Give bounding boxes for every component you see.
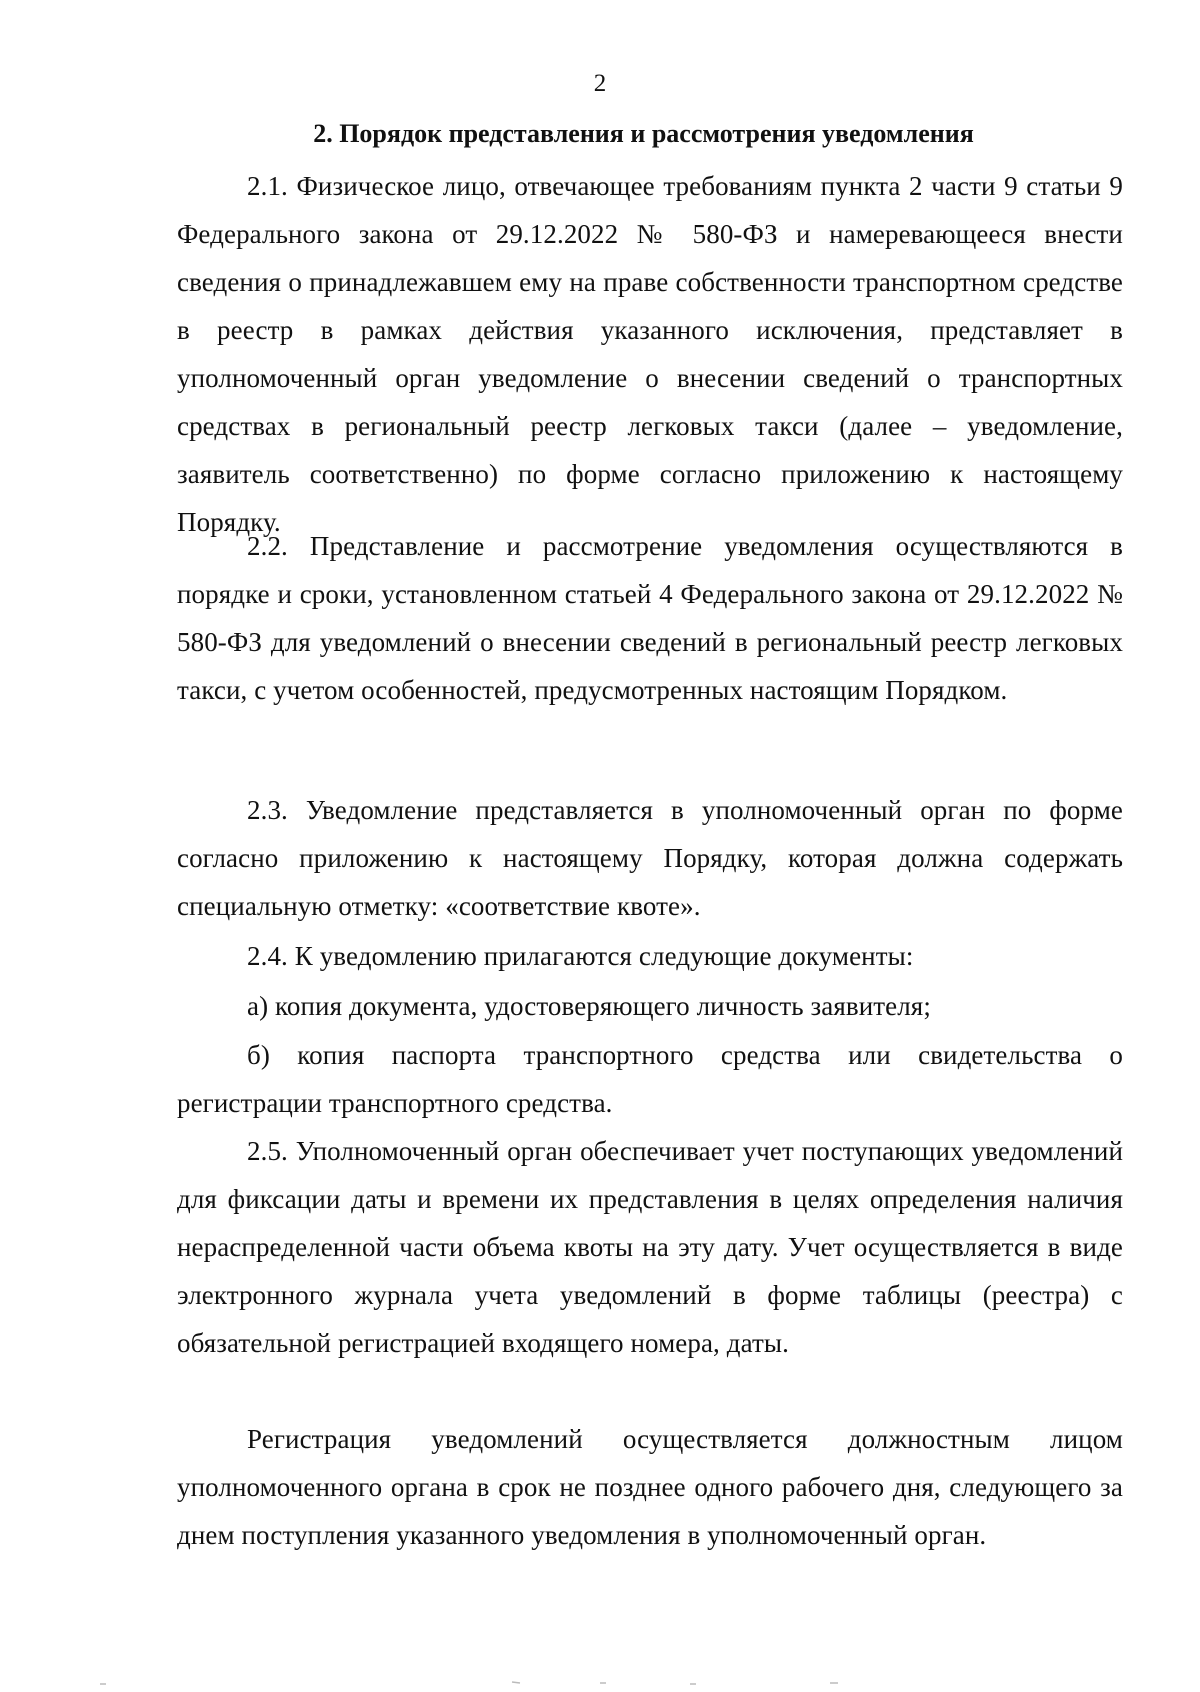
list-item-a: а) копия документа, удостоверяющего личность заявителя; (247, 991, 931, 1021)
paragraph-2-5: 2.5. Уполномоченный орган обеспечивает учет поступающих уведомлений для фиксации даты и времени их представления в целях определения наличия нераспределенной части объема квоты на эту дату. Учет осуществляется в виде электронного журнала учета уведомлений в форме таблицы (реестра) с обязательной регистрацией входящего номера, даты. (177, 1136, 1123, 1358)
paragraph-2-3: 2.3. Уведомление представляется в уполномоченный орган по форме согласно приложению к настоящему Порядку, которая должна содержать специальную отметку: «соответствие квоте». (177, 795, 1123, 921)
paragraph-2-2: 2.2. Представление и рассмотрение уведомления осуществляются в порядке и сроки, установленном статьей 4 Федерального закона от 29.12.2022 № 580-ФЗ для уведомлений о внесении сведений в региональный реестр легковых такси, с учетом особенностей, предусмотренных настоящим Порядком. (177, 531, 1123, 705)
paragraph-2-4: 2.4. К уведомлению прилагаются следующие документы: (247, 941, 914, 971)
scan-edge-artifacts (0, 1672, 1200, 1692)
list-item-b: б) копия паспорта транспортного средства или свидетельства о регистрации транспортного средства. (177, 1040, 1123, 1118)
paragraph-registration: Регистрация уведомлений осуществляется должностным лицом уполномоченного органа в срок не позднее одного рабочего дня, следующего за днем поступления указанного уведомления в уполномоченный орган. (177, 1424, 1123, 1550)
section-heading: 2. Порядок представления и рассмотрения уведомления (313, 119, 974, 148)
paragraph-2-1: 2.1. Физическое лицо, отвечающее требованиям пункта 2 части 9 статьи 9 Федерального закона от 29.12.2022 № 580-ФЗ и намеревающееся внести сведения о принадлежавшем ему на праве собственности транспортном средстве в реестр в рамках действия указанного исключения, представляет в уполномоченный орган уведомление о внесении сведений о транспортных средствах в региональный реестр легковых такси (далее – уведомление, заявитель соответственно) по форме согласно приложению к настоящему Порядку. (177, 171, 1123, 537)
page-number: 2 (593, 70, 607, 97)
